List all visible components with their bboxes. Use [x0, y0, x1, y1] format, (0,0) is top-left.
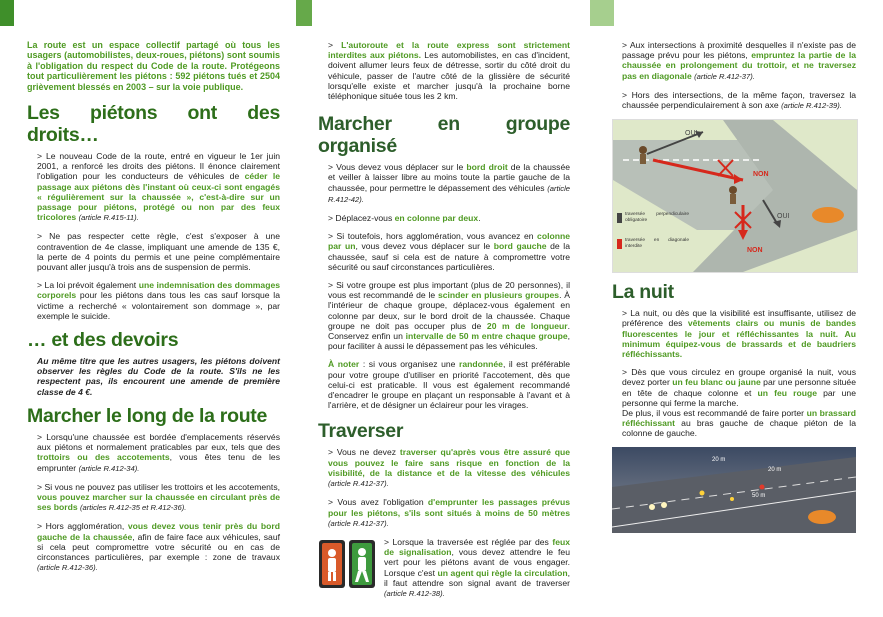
distance-label-1: 20 m — [712, 456, 726, 463]
paragraph-bord-droit: > Vous devez vous déplacer sur le bord droit de la chaussée et veiller à laisser libre au moins toute la partie gauche de la chaussée, pour permettre le dépassement des véhicules (article R.412-42). — [328, 162, 570, 204]
heading-groupe: Marcher en groupe organisé — [318, 113, 570, 158]
paragraph-grand-groupe: > Si votre groupe est plus important (plus de 20 personnes), il vous est recommandé de le scinder en plusieurs groupes. À l'intérieur de chaque groupe, déplacez-vous également en colonne par deux, sur le bord droit de la chaussée. Chaque groupe ne doit pas occuper plus de 20 m de longueur. Conservez enfin un intervalle de 50 m entre chaque groupe, pour faciliter à aussi le dépassement pas les véhicules. — [328, 280, 571, 352]
oui-label-2: OUI — [777, 213, 790, 221]
paragraph-indemnisation: > La loi prévoit également une indemnisation des dommages corporels pour les piétons dans tous les cas sauf lorsque la victime a recherché « volontairement son dommage », par exemple le suicide. — [37, 280, 281, 321]
paragraph-devoirs: Au même titre que les autres usagers, les piétons doivent observer les règles du Code de la route. S'ils ne les respectent pas, ils encourent une amende de première classe de 4 €. — [37, 356, 280, 397]
non-label-1: NON — [753, 171, 769, 179]
paragraph-colonne-deux: > Déplacez-vous en colonne par deux. — [328, 213, 481, 224]
paragraph-colonne-un: > Si toutefois, hors agglomération, vous avancez en colonne par un, vous devez vous déplacer sur le bord gauche de la chaussée, sauf si cela est de nature à compromettre votre sécurité ou sauf circonstances particulières. — [328, 231, 570, 272]
header-tab-1 — [0, 0, 14, 26]
paragraph-vetements: > La nuit, ou dès que la visibilité est insuffisante, utilisez de préférence des vêtements clairs ou munis de bandes fluorescentes le jour et réfléchissantes la nuit. Au minimum équipez-vous de brassards et de baudriers réfléchissants. — [622, 308, 857, 360]
paragraph-feu-blanc: > Dès que vous circulez en groupe organisé la nuit, vous devez porter un feu blanc ou jaune par une personne située en tête de chaque colonne et un feu rouge par une personne qui ferme la marche. De plus, il vous est recommandé de faire porter un brassard réfléchissant au bras gauche de chaque piéton de la colonne de gauche. — [622, 367, 857, 439]
legend-diagonale: traversée en diagonale interdite — [625, 238, 689, 250]
heading-marcher-route: Marcher le long de la route — [27, 404, 268, 427]
paragraph-contravention: > Ne pas respecter cette règle, c'est s'exposer à une contravention de 4e classe, impliquant une amende de 135 €, la perte de 4 points du permis et une peine complémentaire pouvant aller jusqu'à trois ans de suspension de permis. — [37, 231, 280, 273]
paragraph-feux: > Lorsque la traversée est réglée par des feux de signalisation, vous devez attendre le feu vert pour les piétons avant de vous engager. Lorsque c'est un agent qui règle la circulation, il faut attendre son signal avant de traverser (article R.412-38). — [318, 537, 570, 599]
heading-devoirs: … et des devoirs — [27, 329, 179, 352]
pedestrian-traffic-light-icon — [318, 539, 376, 589]
column-2 — [318, 40, 570, 599]
paragraph-trottoirs: > Lorsqu'une chaussée est bordée d'emplacements réservés aux piétons et normalement praticables par eux, tels que des trottoirs ou des accotements, vous êtes tenu de les emprunter (article R.412-34). — [37, 431, 280, 473]
paragraph-passages: > Vous avez l'obligation d'emprunter les passages prévus pour les piétons, s'ils sont situés à moins de 50 mètres (article R.412-37). — [328, 497, 570, 528]
paragraph-note: À noter : si vous organisez une randonnée, il est préférable pour votre groupe d'utiliser en priorité l'accotement, dès que celui-ci est praticable. Il vous est également recommandé d'encadrer le groupe en plaçant un responsable à l'avant et à l'arrière, et de désigner un éclaireur pour les virages. — [328, 359, 570, 411]
paragraph-bords: > Si vous ne pouvez pas utiliser les trottoirs et les accotements, vous pouvez marcher sur la chaussée en circulant près de ses bords (articles R.412-35 et R.412-36). — [37, 481, 281, 513]
night-road-photo — [612, 447, 856, 533]
heading-traverser: Traverser — [318, 420, 404, 443]
header-tab-2 — [296, 0, 312, 26]
header-tab-3 — [590, 0, 614, 26]
paragraph-code-route: > Le nouveau Code de la route, entré en vigueur le 1er juin 2001, a renforcé les droits des piétons. Il énonce clairement l'obligation pour les conducteurs de véhicules de céder le passage aux piétons dès l'instant où ceux-ci sont engagés « régulièrement sur la chaussée », c'est-à-dire sur un passage pour piétons, protégé ou non par des feux tricolores (article R.415-11). — [37, 151, 281, 223]
column-1 — [27, 40, 280, 581]
column-3 — [612, 40, 856, 533]
heading-droits: Les piétons ont des droits… — [27, 102, 280, 147]
paragraph-autoroute: > L'autoroute et la route express sont strictement interdites aux piétons. Les automobilistes, en cas d'incident, doivent allumer leurs feux de détresse, sortir du côté droit du véhicule, passer de l'autre côté de la glissière de sécurité lorsqu'elle existe et marcher jusqu'à la prochaine borne téléphonique située tous les 2 km. — [328, 40, 570, 102]
night-road-image — [612, 447, 856, 533]
crossing-illustration — [612, 119, 858, 273]
heading-nuit: La nuit — [612, 281, 674, 304]
legend-perpendiculaire: traversée perpendiculaire obligatoire — [625, 212, 689, 224]
distance-label-2: 50 m — [752, 492, 766, 499]
distance-label-3: 20 m — [768, 466, 782, 473]
paragraph-intersections: > Aux intersections à proximité desquelles il n'existe pas de passage prévu pour les piétons, empruntez la partie de la chaussée en prolongement du trottoir, et ne traversez pas en diagonale (article R.412-37). — [622, 40, 856, 81]
intro-text: La route est un espace collectif partagé où tous les usagers (automobilistes, deux-roues, piétons) sont soumis à l'obligation du respect du Code de la route. Protégeons tout particulièrement les piétons : 592 piétons tués et 2504 grièvement blessés en 2003 – sur la voie publique. — [27, 40, 280, 92]
oui-label-1: OUI — [685, 130, 698, 138]
paragraph-traverser-risque: > Vous ne devez traverser qu'après vous être assuré que vous pouvez le faire sans risque en fonction de la visibilité, de la distance et de la vitesse des véhicules (article R.412-37). — [328, 447, 570, 489]
non-label-2: NON — [747, 247, 763, 255]
paragraph-bord-gauche: > Hors agglomération, vous devez vous tenir près du bord gauche de la chaussée, afin de faire face aux véhicules, sauf si cela peut compromettre votre sécurité ou en cas de circonstances particulières, par exemple : zone de travaux (article R.412-36). — [37, 521, 280, 573]
paragraph-hors-intersections: > Hors des intersections, de la même façon, traversez la chaussée perpendiculairement à son axe (article R.412-39). — [622, 89, 857, 111]
